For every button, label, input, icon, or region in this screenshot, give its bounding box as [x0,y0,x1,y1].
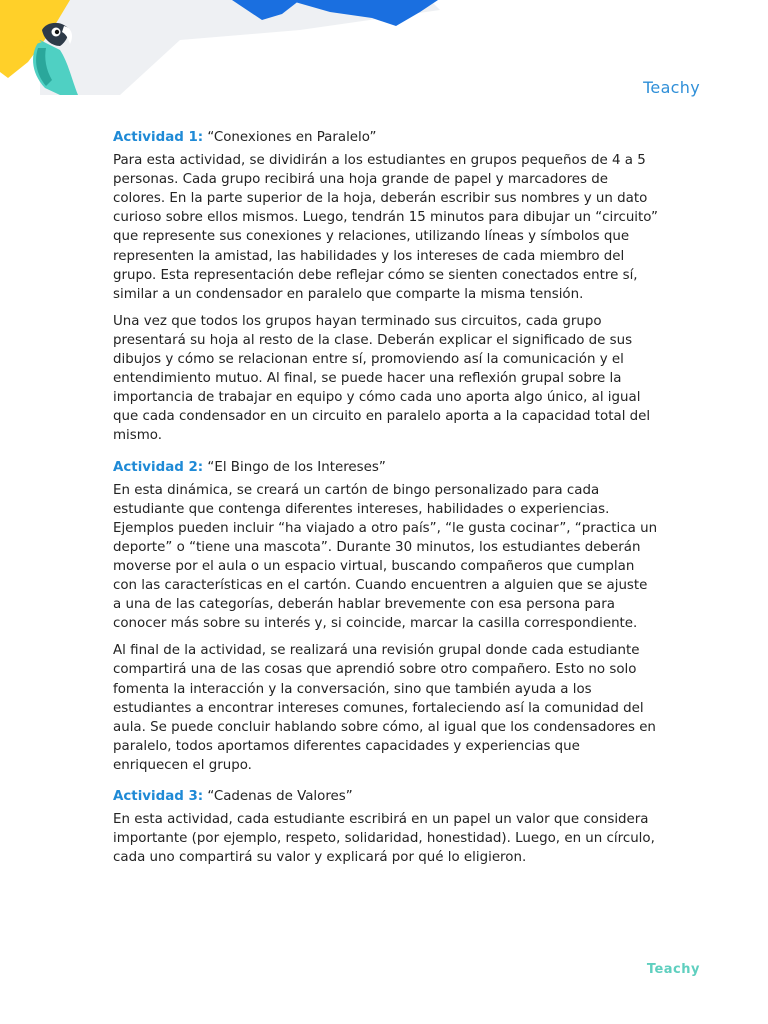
activity-paragraph: Al final de la actividad, se realizará una revisión grupal donde cada estudiante compartirá una de las cosas que aprendió sobre otro compañero. Esto no solo fomenta la interacción y la conversación, sino que también ayuda a los estudiantes a encontrar intereses comunes, fortaleciendo así la comunidad del aula. Se puede concluir hablando sobre cómo, al igual que los condensadores en paralelo, todos aportamos diferentes capacidades y experiencias que enriquecen el grupo. [113,643,656,773]
activity-title [113,128,658,147]
brand-footer-text[interactable]: Teachy [646,962,700,977]
activity-title [113,787,658,806]
activity-paragraph: Para esta actividad, se dividirán a los estudiantes en grupos pequeños de 4 a 5 personas. Cada grupo recibirá una hoja grande de papel y marcadores de colores. En la parte superior de la hoja, deberán escribir sus nombres y un dato curioso sobre ellos mismos. Luego, tendrán 15 minutos para dibujar un “circuito” que represente sus conexiones y relaciones, utilizando líneas y símbolos que representen la amistad, las habilidades y los intereses de cada miembro del grupo. Esta representación debe reflejar cómo se sienten conectados entre sí, similar a un condensador en paralelo que comparte la misma tensión. [113,153,658,302]
activity-paragraph: En esta actividad, cada estudiante escribirá en un papel un valor que considera importante (por ejemplo, respeto, solidaridad, honestidad). Luego, en un círculo, cada uno compartirá su valor y explicará por qué lo eligieron. [113,812,655,866]
activity-section [113,787,658,867]
activity-title [113,458,658,477]
activity-name: “Cadenas de Valores” [207,789,353,804]
activity-name: “Conexiones en Paralelo” [207,130,377,145]
activity-section [113,458,658,776]
document-body [113,128,658,879]
activity-label: Actividad 2: [113,459,204,475]
activity-paragraph: En esta dinámica, se creará un cartón de bingo personalizado para cada estudiante que contenga diferentes intereses, habilidades o experiencias. Ejemplos pueden incluir “ha viajado a otro país”, “le gusta cocinar”, “practica un deporte” o “tiene una mascota”. Durante 30 minutos, los estudiantes deberán moverse por el aula o un espacio virtual, buscando compañeros que cumplan con las características en el cartón. Cuando encuentren a alguien que se ajuste a una de las categorías, deberán hablar brevemente con esa persona para conocer más sobre su interés y, si coincide, marcar la casilla correspondiente. [113,482,658,632]
activity-label: Actividad 3: [113,789,204,804]
activity-label: Actividad 1: [113,130,204,145]
activity-paragraph: Una vez que todos los grupos hayan terminado sus circuitos, cada grupo presentará su hoja al resto de la clase. Deberán explicar el significado de sus dibujos y cómo se relacionan entre sí, promoviendo así la comunicación y el entendimiento mutuo. Al final, se puede hacer una reflexión grupal sobre la importancia de trabajar en equipo y cómo cada uno aporta algo único, al igual que cada condensador en un circuito en paralelo aporta a la capacidad total del mismo. [113,313,651,444]
brand-header-text[interactable]: Teachy [643,78,700,97]
activity-name: “El Bingo de los Intereses” [207,459,386,475]
activity-section [113,128,658,446]
